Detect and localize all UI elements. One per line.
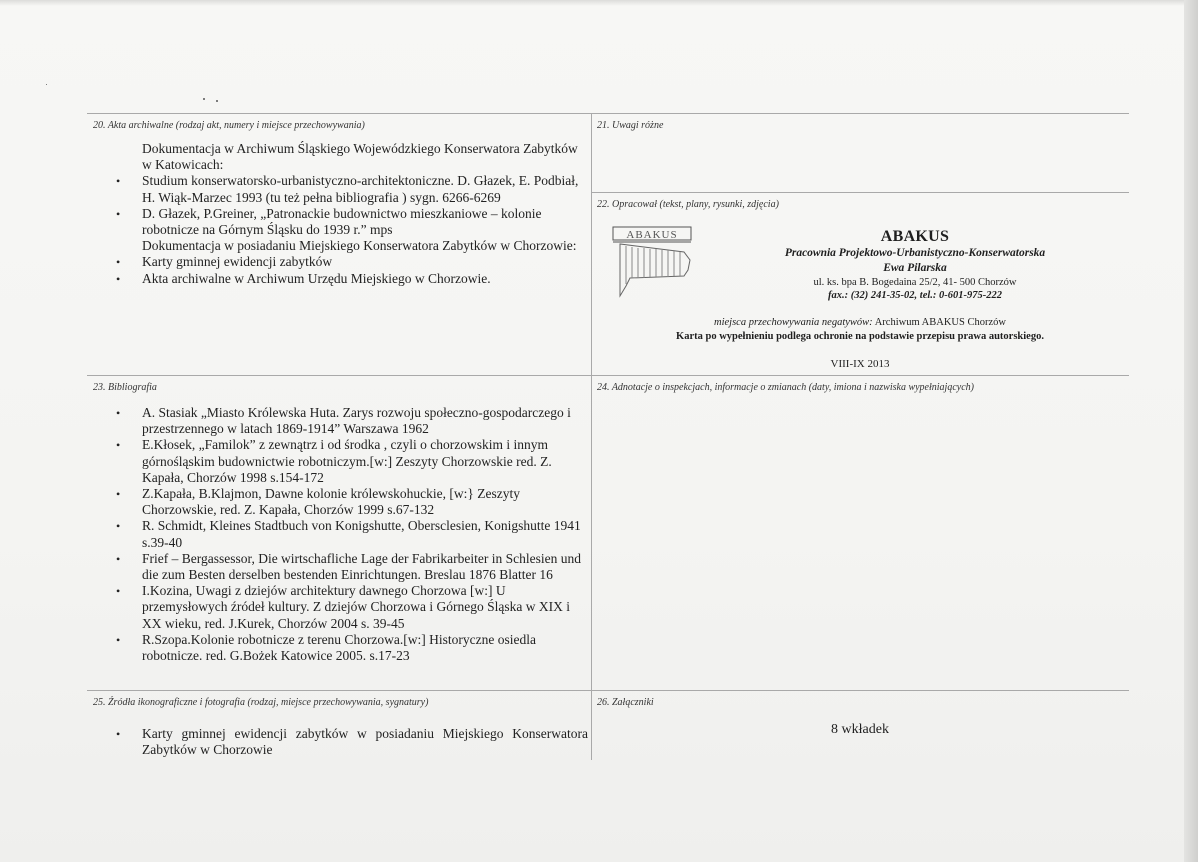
grid-line-top — [87, 113, 1129, 114]
section-20-body — [116, 141, 582, 287]
list-item: • Z.Kapała, B.Klajmon, Dawne kolonie królewskohuckie, [w:} Zeszyty Chorzowskie, red. Z. Kapała, Chorzów 1999 s.67-132 — [116, 486, 521, 518]
list-item: • R.Szopa.Kolonie robotnicze z terenu Chorzowa.[w:] Historyczne osiedla robotnicze. red. G.Bożek Katowice 2005. s.17-23 — [116, 631, 536, 664]
negatives-label: miejsca przechowywania negatywów: — [714, 317, 873, 328]
company-address: ul. ks. bpa B. Bogedaina 25/2, 41- 500 Chorzów — [813, 277, 1017, 288]
person-name: Ewa Pilarska — [883, 262, 947, 274]
section-22-title: 22. Opracował (tekst, plany, rysunki, zdjęcia) — [597, 199, 779, 210]
list-item: • A. Stasiak „Miasto Królewska Huta. Zarys rozwoju społeczno-gospodarczego i przestrzennego w latach 1869-1914” Warszawa 1962 — [116, 405, 571, 437]
section-20-intro-2: Dokumentacja w posiadaniu Miejskiego Konserwatora Zabytków w Chorzowie: — [142, 238, 577, 254]
bullet-icon: • — [116, 487, 121, 502]
scan-speck — [216, 100, 218, 102]
grid-line-row2 — [87, 375, 1129, 376]
list-item: • R. Schmidt, Kleines Stadtbuch von Konigshutte, Obersclesien, Konigshutte 1941 s.39-40 — [116, 518, 581, 550]
bullet-icon: • — [116, 271, 121, 286]
bullet-icon: • — [116, 255, 121, 270]
section-20-title: 20. Akta archiwalne (rodzaj akt, numery i miejsce przechowywania) — [93, 120, 365, 131]
attachments-count: 8 wkładek — [831, 722, 889, 737]
section-20-list-1 — [116, 173, 582, 238]
grid-line-21-22 — [591, 192, 1129, 193]
bullet-icon: • — [116, 174, 121, 189]
negatives-value: Archiwum ABAKUS Chorzów — [874, 317, 1006, 328]
bullet-icon: • — [116, 632, 121, 647]
page-top-edge — [0, 0, 1198, 6]
section-23-title: 23. Bibliografia — [93, 382, 157, 393]
scan-speck — [46, 84, 47, 85]
list-item: • D. Głazek, P.Greiner, „Patronackie budownictwo mieszkaniowe – kolonie robotnicze na Górnym Śląsku do 1939 r.” mps — [116, 205, 542, 238]
bullet-icon: • — [116, 727, 121, 741]
bullet-icon: • — [116, 519, 121, 534]
bullet-icon: • — [116, 551, 121, 566]
list-item: • Studium konserwatorsko-urbanistyczno-architektoniczne. D. Głazek, E. Podbiał, H. Wiąk-Marzec 1993 (tu też pełna bibliografia ) sygn. 6266-6269 — [116, 173, 579, 205]
list-item: • Karty gminnej ewidencji zabytków w posiadaniu Miejskiego Konserwatora Zabytków w Chorzowie — [116, 726, 588, 758]
page-right-edge — [1184, 0, 1198, 862]
abakus-logo-text: ABAKUS — [626, 229, 678, 241]
copyright-note: Karta po wypełnieniu podlega ochronie na podstawie przepisu prawa autorskiego. — [676, 331, 1044, 342]
section-24-title: 24. Adnotacje o inspekcjach, informacje o zmianach (daty, imiona i nazwiska wypełniających) — [597, 382, 974, 393]
iconography-list — [116, 726, 588, 758]
list-item: • Akta archiwalne w Archiwum Urzędu Miejskiego w Chorzowie. — [116, 270, 491, 286]
bullet-icon: • — [116, 584, 121, 599]
company-subtitle: Pracownia Projektowo-Urbanistyczno-Konserwatorska — [784, 247, 1046, 259]
section-20-intro-1: Dokumentacja w Archiwum Śląskiego Wojewódzkiego Konserwatora Zabytków w Katowicach: — [142, 141, 578, 173]
grid-line-center — [591, 113, 592, 760]
bullet-icon: • — [116, 406, 121, 420]
company-name: ABAKUS — [880, 228, 950, 245]
list-item: • I.Kozina, Uwagi z dziejów architektury dawnego Chorzowa [w:] U przemysłowych źródeł kultury. Z dziejów Chorzowa i Górnego Śląska w XIX i XX wieku, red. J.Kurek, Chorzów 2004 s. 39-45 — [116, 583, 571, 631]
negatives-line — [595, 316, 1125, 329]
abakus-logo-icon — [612, 226, 692, 300]
section-26-title: 26. Załączniki — [597, 697, 654, 708]
grid-line-row3 — [87, 690, 1129, 691]
document-date: VIII-IX 2013 — [830, 358, 890, 370]
section-23-body — [116, 405, 588, 664]
scan-speck — [203, 98, 205, 100]
list-item: • Karty gminnej ewidencji zabytków — [116, 254, 333, 270]
bullet-icon: • — [116, 438, 121, 453]
section-25-body — [116, 726, 588, 758]
company-contact: fax.: (32) 241-35-02, tel.: 0-601-975-222 — [827, 290, 1003, 301]
list-item: • E.Kłosek, „Familok” z zewnątrz i od środka , czyli o chorzowskim i innym górnośląskim budownictwie robotniczym.[w:] Zeszyty Chorzowskie red. Z. Kapała, Chorzów 1998 s.154-172 — [116, 437, 552, 485]
list-item: • Frief – Bergassessor, Die wirtschafliche Lage der Fabrikarbeiter in Schlesien und die zum Besten derselben bestenden Einrichtungen. Breslau 1876 Blatter 16 — [116, 550, 581, 583]
section-21-title: 21. Uwagi różne — [597, 120, 664, 131]
bibliography-list — [116, 405, 588, 664]
section-20-list-2 — [116, 254, 582, 286]
bullet-icon: • — [116, 206, 121, 221]
section-25-title: 25. Źródła ikonograficzne i fotografia (rodzaj, miejsce przechowywania, sygnatury) — [93, 697, 429, 708]
abakus-contact-block — [695, 228, 1135, 302]
